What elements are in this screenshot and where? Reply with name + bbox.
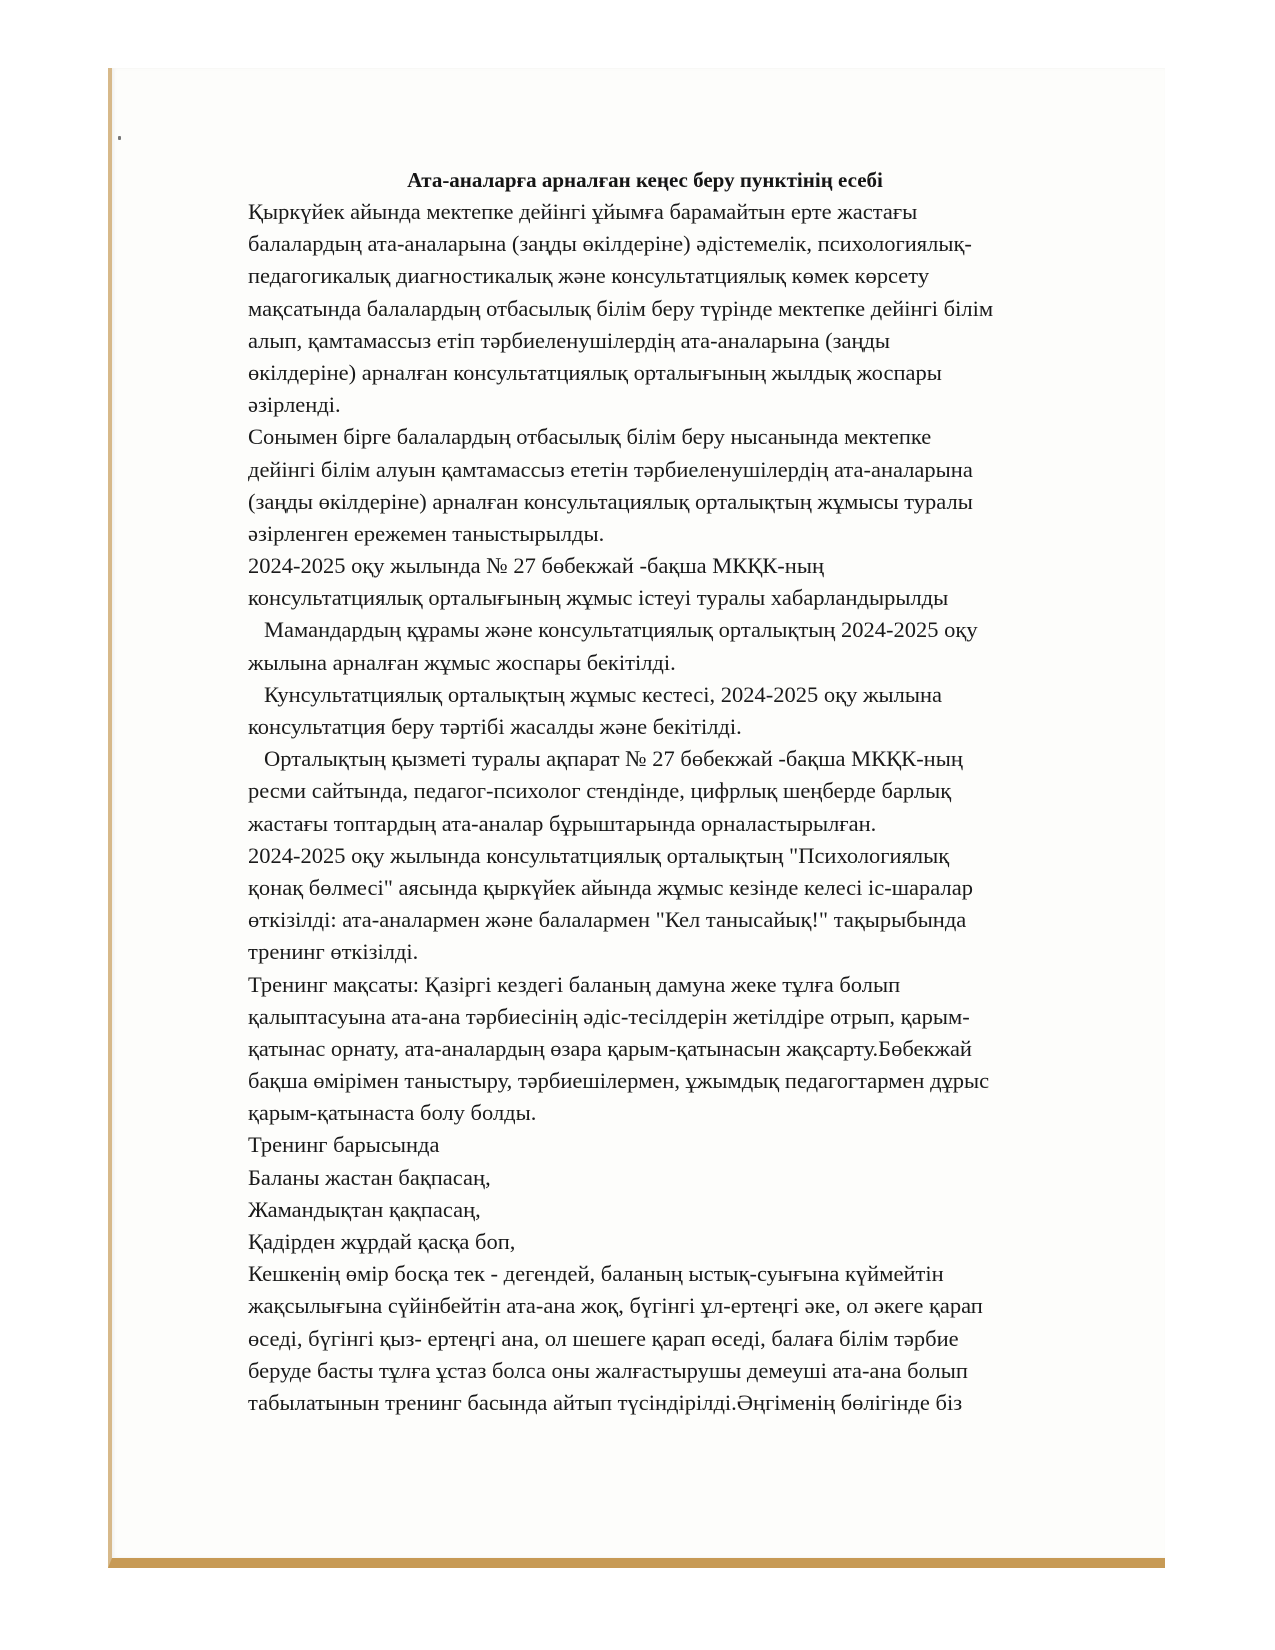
text-line: балалардың ата-аналарына (заңды өкілдеріне) әдістемелік, психологиялық- [248, 231, 972, 257]
text-line: Баланы жастан бақпасаң, [248, 1164, 491, 1190]
text-line: Кешкенің өмір босқа тек - дегендей, баланың ыстық-суығына күймейтін [248, 1261, 944, 1287]
text-line: 2024-2025 оқу жылында консультатциялық орталықтың "Психологиялық [248, 842, 950, 868]
document-title: Ата-аналарға арналған кеңес беру пунктінің есебі [407, 168, 883, 192]
text-line: өткізілді: ата-аналармен және балалармен "Кел танысайық!" тақырыбында [248, 907, 967, 933]
text-line: мақсатында балалардың отбасылық білім беру түрінде мектепке дейінгі білім [248, 295, 994, 321]
text-line: әзірленген ережемен таныстырылды. [248, 520, 605, 546]
text-line: қалыптасуына ата-ана тәрбиесінің әдіс-тесілдерін жетілдіре отрып, қарым- [248, 1003, 970, 1029]
text-line: Жамандықтан қақпасаң, [248, 1196, 481, 1222]
text-line: тренинг өткізілді. [248, 939, 419, 965]
text-line: бақша өмірімен таныстыру, тәрбиешілермен, ұжымдық педагогтармен дұрыс [248, 1068, 990, 1094]
text-line: консультатциялық орталығының жұмыс істеуі туралы хабарландырылды [248, 585, 949, 611]
text-line: жақсылығына сүйінбейтін ата-ана жоқ, бүгінгі ұл-ертеңгі әке, ол әкеге қарап [248, 1293, 983, 1319]
text-line: өкілдеріне) арналған консультатциялық орталығының жылдық жоспары [248, 359, 942, 385]
text-line: Орталықтың қызметі туралы ақпарат № 27 бөбекжай -бақша МКҚК-ның [264, 746, 963, 772]
text-line: өседі, бүгінгі қыз- ертеңгі ана, ол шешеге қарап өседі, балаға білім тәрбие [248, 1325, 959, 1351]
text-line: әзірленді. [248, 392, 341, 418]
paper-speck [118, 136, 121, 140]
text-line: алып, қамтамассыз етіп тәрбиеленушілердің ата-аналарына (заңды [248, 327, 891, 353]
text-line: Тренинг мақсаты: Қазіргі кездегі баланың дамуна жеке тұлға болып [248, 971, 901, 997]
text-line: қарым-қатынаста болу болды. [248, 1100, 537, 1126]
document-body [248, 196, 1108, 1419]
text-line: дейінгі білім алуын қамтамассыз ететін тәрбиеленушілердің ата-аналарына [248, 456, 973, 482]
text-line: жастағы топтардың ата-аналар бұрыштарында орналастырылған. [248, 810, 877, 836]
text-line: 2024-2025 оқу жылында № 27 бөбекжай -бақша МКҚК-ның [248, 553, 824, 579]
text-line: (заңды өкілдеріне) арналған консультациялық орталықтың жұмысы туралы [248, 488, 973, 514]
text-line: Қадірден жұрдай қасқа боп, [248, 1229, 516, 1254]
text-line: Тренинг барысында [248, 1132, 440, 1158]
text-line: Кунсультатциялық орталықтың жұмыс кестесі, 2024-2025 оқу жылына [264, 681, 942, 707]
text-line: ресми сайтында, педагог-психолог стендінде, цифрлық шеңберде барлық [248, 778, 952, 804]
text-line: консультатция беру тәртібі жасалды және бекітілді. [248, 714, 742, 739]
text-line: табылатынын тренинг басында айтып түсіндірілді.Әңгіменің бөлігінде біз [248, 1389, 963, 1415]
text-line: Сонымен бірге балалардың отбасылық білім беру нысанында мектепке [248, 424, 932, 450]
text-line: жылына арналған жұмыс жоспары бекітілді. [248, 649, 676, 675]
text-line: педагогикалық диагностикалық және консультатциялық көмек көрсету [248, 263, 930, 289]
text-line: беруде басты тұлға ұстаз болса оны жалғастырушы демеуші ата-ана болып [248, 1357, 968, 1383]
text-line: Мамандардың құрамы және консультатциялық орталықтың 2024-2025 оқу [264, 617, 978, 643]
text-line: қатынас орнату, ата-аналардың өзара қарым-қатынасын жақсарту.Бөбекжай [248, 1035, 972, 1061]
text-line: Қыркүйек айында мектепке дейінгі ұйымға барамайтын ерте жастағы [248, 199, 918, 224]
text-line: қонақ бөлмесі" аясында қыркүйек айында жұмыс кезінде келесі іс-шаралар [248, 874, 973, 900]
